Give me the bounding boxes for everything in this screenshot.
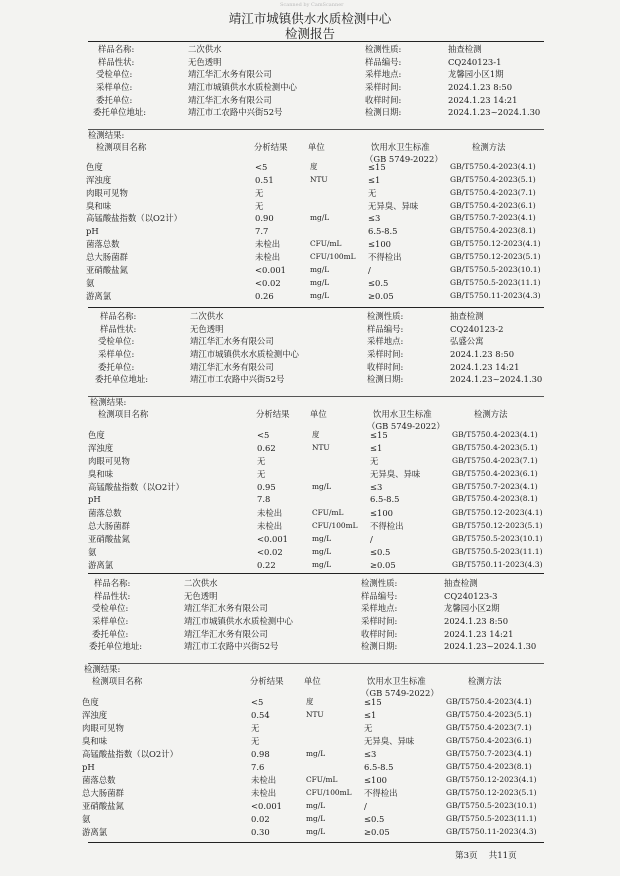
value-site: 龙馨园小区2期 <box>444 603 500 613</box>
unit-value: mg/L <box>306 749 326 758</box>
unit-value: CFU/mL <box>306 775 338 784</box>
method-value: GB/T5750.11-2023(4.3) <box>452 560 543 569</box>
item-name: 亚硝酸盐氮 <box>88 534 130 544</box>
bottom-rule <box>88 842 544 843</box>
value-sample-no: CQ240123-1 <box>448 56 502 67</box>
section-divider <box>88 573 544 574</box>
label-client: 受检单位: <box>98 336 135 346</box>
col-header-standard-code: （GB 5749-2022） <box>367 421 445 431</box>
method-value: GB/T5750.4-2023(6.1) <box>446 736 532 745</box>
label-entrust-addr: 委托单位地址: <box>89 641 143 651</box>
standard-value: ≤3 <box>364 749 377 759</box>
unit-value: CFU/mL <box>312 508 344 517</box>
standard-value: ≤3 <box>368 213 381 223</box>
result-value: 0.30 <box>251 827 270 837</box>
value-entrust-addr: 靖江市工农路中兴街52号 <box>188 107 283 117</box>
unit-value: mg/L <box>306 814 326 823</box>
unit-value: mg/L <box>310 278 330 287</box>
result-value: 未检出 <box>257 508 283 518</box>
method-value: GB/T5750.5-2023(11.1) <box>450 278 541 287</box>
result-value: <5 <box>257 430 270 440</box>
result-value: 无 <box>255 188 264 198</box>
results-label: 检测结果: <box>90 397 127 407</box>
item-name: 臭和味 <box>82 736 108 746</box>
col-header-standard: 饮用水卫生标准 <box>373 409 432 419</box>
result-value: 无 <box>257 469 266 479</box>
col-header-result: 分析结果 <box>256 409 290 419</box>
unit-value: NTU <box>312 443 330 452</box>
standard-value: ≤3 <box>370 482 383 492</box>
value-check-type: 抽查检测 <box>450 311 484 321</box>
unit-value: mg/L <box>306 827 326 836</box>
standard-value: 无 <box>370 456 379 466</box>
header-rule <box>88 396 544 397</box>
value-check-type: 抽查检测 <box>448 44 482 54</box>
method-value: GB/T5750.5-2023(11.1) <box>452 547 543 556</box>
standard-value: 不得检出 <box>368 252 402 262</box>
method-value: GB/T5750.4-2023(8.1) <box>452 494 538 503</box>
method-value: GB/T5750.11-2023(4.3) <box>446 827 537 836</box>
scanner-watermark: Scanned by CamScanner <box>280 2 344 8</box>
col-header-unit: 单位 <box>308 142 325 152</box>
label-sample-no: 样品编号: <box>365 56 402 67</box>
label-name: 样品名称: <box>100 311 137 321</box>
unit-value: 度 <box>310 162 318 171</box>
org-title: 靖江市城镇供水水质检测中心 <box>228 11 392 26</box>
unit-value: mg/L <box>310 291 330 300</box>
standard-value: ≤100 <box>370 508 394 518</box>
label-entrust: 委托单位: <box>96 95 133 105</box>
unit-value: mg/L <box>312 547 332 556</box>
label-check-type: 检测性质: <box>365 44 402 54</box>
standard-value: ≥0.05 <box>368 291 394 301</box>
result-value: 0.54 <box>251 710 270 720</box>
label-client: 受检单位: <box>92 603 129 613</box>
method-value: GB/T5750.7-2023(4.1) <box>452 482 538 491</box>
standard-value: ≤100 <box>368 239 392 249</box>
method-value: GB/T5750.4-2023(5.1) <box>446 710 532 719</box>
unit-value: CFU/100mL <box>312 521 358 530</box>
unit-value: 度 <box>306 697 314 706</box>
unit-value: CFU/100mL <box>310 252 356 261</box>
method-value: GB/T5750.4-2023(7.1) <box>452 456 538 465</box>
col-header-item: 检测项目名称 <box>96 142 147 152</box>
unit-value: 度 <box>312 430 320 439</box>
label-sampler: 采样单位: <box>92 616 129 626</box>
result-value: 0.22 <box>257 560 276 570</box>
method-value: GB/T5750.4-2023(7.1) <box>446 723 532 732</box>
result-value: 0.98 <box>251 749 270 759</box>
value-name: 二次供水 <box>184 578 218 588</box>
result-value: 0.51 <box>255 175 274 185</box>
label-receive-time: 收样时间: <box>367 362 404 372</box>
result-value: 7.6 <box>251 762 265 772</box>
unit-value: CFU/mL <box>310 239 342 248</box>
value-sample-time: 2024.1.23 8:50 <box>448 82 513 92</box>
result-value: <0.02 <box>257 547 283 557</box>
unit-value: CFU/100mL <box>306 788 352 797</box>
section-divider <box>88 307 544 308</box>
item-name: 菌落总数 <box>82 775 116 785</box>
col-header-standard: 饮用水卫生标准 <box>367 676 426 686</box>
item-name: pH <box>88 494 101 504</box>
results-label: 检测结果: <box>84 664 121 674</box>
value-name: 二次供水 <box>188 44 222 54</box>
item-name: 浑浊度 <box>88 443 114 453</box>
value-state: 无色透明 <box>184 590 218 601</box>
value-sample-no: CQ240123-2 <box>450 323 504 334</box>
result-value: <0.001 <box>251 801 282 811</box>
method-value: GB/T5750.5-2023(10.1) <box>450 265 541 274</box>
standard-value: ≤1 <box>364 710 377 720</box>
col-header-standard-code: （GB 5749-2022） <box>361 688 439 698</box>
label-site: 采样地点: <box>367 336 404 346</box>
label-entrust-addr: 委托单位地址: <box>95 374 149 384</box>
standard-value: ≤15 <box>368 162 386 172</box>
method-value: GB/T5750.12-2023(5.1) <box>452 521 543 530</box>
result-value: 未检出 <box>251 788 277 798</box>
method-value: GB/T5750.5-2023(10.1) <box>452 534 543 543</box>
result-value: 未检出 <box>257 521 283 531</box>
label-sample-time: 采样时间: <box>367 349 404 359</box>
item-name: 总大肠菌群 <box>88 521 130 531</box>
item-name: 臭和味 <box>86 201 112 211</box>
standard-value: 无异臭、异味 <box>368 201 419 211</box>
standard-value: 6.5-8.5 <box>370 494 400 504</box>
label-entrust: 委托单位: <box>92 629 129 639</box>
item-name: 高锰酸盐指数（以O2计） <box>86 213 182 223</box>
result-value: 未检出 <box>251 775 277 785</box>
method-value: GB/T5750.4-2023(4.1) <box>450 162 536 171</box>
label-test-date: 检测日期: <box>367 374 404 384</box>
result-value: 无 <box>255 201 264 211</box>
item-name: 氨 <box>86 278 95 288</box>
standard-value: 不得检出 <box>364 788 398 798</box>
value-state: 无色透明 <box>188 56 222 67</box>
value-sample-no: CQ240123-3 <box>444 590 498 601</box>
method-value: GB/T5750.4-2023(8.1) <box>446 762 532 771</box>
label-test-date: 检测日期: <box>365 107 402 117</box>
result-value: <0.001 <box>255 265 286 275</box>
result-value: <5 <box>255 162 268 172</box>
value-client: 靖江华汇水务有限公司 <box>190 336 274 346</box>
result-value: 无 <box>251 736 260 746</box>
value-receive-time: 2024.1.23 14:21 <box>444 629 514 639</box>
item-name: 色度 <box>88 430 105 440</box>
value-sampler: 靖江市城镇供水水质检测中心 <box>188 82 297 92</box>
standard-value: ≥0.05 <box>370 560 396 570</box>
item-name: 肉眼可见物 <box>86 188 128 198</box>
page-number: 第3页 <box>455 851 478 861</box>
standard-value: ≤0.5 <box>370 547 391 557</box>
item-name: 氨 <box>82 814 91 824</box>
result-value: 未检出 <box>255 252 281 262</box>
label-sampler: 采样单位: <box>98 349 135 359</box>
item-name: 臭和味 <box>88 469 114 479</box>
method-value: GB/T5750.12-2023(5.1) <box>450 252 541 261</box>
label-sample-time: 采样时间: <box>361 616 398 626</box>
standard-value: ≤0.5 <box>368 278 389 288</box>
value-sample-time: 2024.1.23 8:50 <box>444 616 509 626</box>
col-header-result: 分析结果 <box>250 676 284 686</box>
label-state: 样品性状: <box>98 56 135 67</box>
value-check-type: 抽查检测 <box>444 578 478 588</box>
standard-value: ≤0.5 <box>364 814 385 824</box>
result-value: 0.02 <box>251 814 270 824</box>
item-name: 高锰酸盐指数（以O2计） <box>88 482 184 492</box>
report-title: 检测报告 <box>284 26 335 41</box>
item-name: 总大肠菌群 <box>82 788 124 798</box>
col-header-unit: 单位 <box>310 409 327 419</box>
standard-value: ≥0.05 <box>364 827 390 837</box>
col-header-result: 分析结果 <box>254 142 288 152</box>
value-client: 靖江华汇水务有限公司 <box>184 603 268 613</box>
method-value: GB/T5750.4-2023(5.1) <box>452 443 538 452</box>
unit-value: NTU <box>306 710 324 719</box>
standard-value: 6.5-8.5 <box>368 226 398 236</box>
result-value: 0.62 <box>257 443 276 453</box>
result-value: 0.90 <box>255 213 274 223</box>
label-check-type: 检测性质: <box>361 578 398 588</box>
item-name: 氨 <box>88 547 97 557</box>
value-test-date: 2024.1.23~2024.1.30 <box>450 374 543 384</box>
item-name: 肉眼可见物 <box>88 456 130 466</box>
item-name: 色度 <box>86 162 103 172</box>
results-label: 检测结果: <box>88 130 125 140</box>
method-value: GB/T5750.4-2023(6.1) <box>452 469 538 478</box>
standard-value: ≤15 <box>370 430 388 440</box>
value-site: 弘盛公寓 <box>450 336 484 346</box>
item-name: 色度 <box>82 697 99 707</box>
label-sampler: 采样单位: <box>96 82 133 92</box>
page-total: 共11页 <box>488 851 517 861</box>
label-site: 采样地点: <box>361 603 398 613</box>
result-value: 无 <box>257 456 266 466</box>
unit-value: mg/L <box>306 801 326 810</box>
col-header-method: 检测方法 <box>474 409 508 419</box>
result-value: 0.26 <box>255 291 274 301</box>
method-value: GB/T5750.7-2023(4.1) <box>450 213 536 222</box>
unit-value: NTU <box>310 175 328 184</box>
value-sample-time: 2024.1.23 8:50 <box>450 349 515 359</box>
item-name: 游离氯 <box>88 560 114 570</box>
method-value: GB/T5750.11-2023(4.3) <box>450 291 541 300</box>
label-name: 样品名称: <box>98 44 135 54</box>
item-name: 总大肠菌群 <box>86 252 128 262</box>
col-header-standard-code: （GB 5749-2022） <box>365 154 443 164</box>
standard-value: ≤15 <box>364 697 382 707</box>
method-value: GB/T5750.12-2023(4.1) <box>450 239 541 248</box>
result-value: <0.001 <box>257 534 288 544</box>
standard-value: 不得检出 <box>370 521 404 531</box>
method-value: GB/T5750.7-2023(4.1) <box>446 749 532 758</box>
value-site: 龙馨园小区1期 <box>448 69 504 79</box>
item-name: 浑浊度 <box>82 710 108 720</box>
standard-value: / <box>368 265 371 275</box>
method-value: GB/T5750.4-2023(4.1) <box>452 430 538 439</box>
method-value: GB/T5750.12-2023(4.1) <box>452 508 543 517</box>
col-header-method: 检测方法 <box>468 676 502 686</box>
value-client: 靖江华汇水务有限公司 <box>188 69 272 79</box>
standard-value: 无异臭、异味 <box>370 469 421 479</box>
col-header-standard: 饮用水卫生标准 <box>371 142 430 152</box>
label-state: 样品性状: <box>94 590 131 601</box>
item-name: 肉眼可见物 <box>82 723 124 733</box>
item-name: 游离氯 <box>86 291 112 301</box>
value-entrust: 靖江华汇水务有限公司 <box>184 629 268 639</box>
header-rule <box>88 129 544 130</box>
value-entrust: 靖江华汇水务有限公司 <box>190 362 274 372</box>
unit-value: mg/L <box>312 560 332 569</box>
result-value: <5 <box>251 697 264 707</box>
item-name: 高锰酸盐指数（以O2计） <box>82 749 178 759</box>
col-header-item: 检测项目名称 <box>98 409 149 419</box>
standard-value: 6.5-8.5 <box>364 762 394 772</box>
method-value: GB/T5750.5-2023(11.1) <box>446 814 537 823</box>
value-receive-time: 2024.1.23 14:21 <box>448 95 518 105</box>
value-entrust-addr: 靖江市工农路中兴街52号 <box>184 641 279 651</box>
standard-value: ≤100 <box>364 775 388 785</box>
page-footer <box>455 849 517 861</box>
unit-value: mg/L <box>310 213 330 222</box>
value-entrust-addr: 靖江市工农路中兴街52号 <box>190 374 285 384</box>
label-entrust-addr: 委托单位地址: <box>93 107 147 117</box>
item-name: pH <box>86 226 99 236</box>
label-test-date: 检测日期: <box>361 641 398 651</box>
result-value: 7.7 <box>255 226 269 236</box>
value-test-date: 2024.1.23~2024.1.30 <box>444 641 537 651</box>
label-receive-time: 收样时间: <box>365 95 402 105</box>
standard-value: ≤1 <box>370 443 383 453</box>
value-name: 二次供水 <box>190 311 224 321</box>
item-name: 浑浊度 <box>86 175 112 185</box>
method-value: GB/T5750.4-2023(7.1) <box>450 188 536 197</box>
standard-value: ≤1 <box>368 175 381 185</box>
col-header-item: 检测项目名称 <box>92 676 143 686</box>
label-entrust: 委托单位: <box>98 362 135 372</box>
col-header-method: 检测方法 <box>472 142 506 152</box>
standard-value: 无异臭、异味 <box>364 736 415 746</box>
item-name: 菌落总数 <box>88 508 122 518</box>
label-sample-no: 样品编号: <box>361 590 398 601</box>
standard-value: 无 <box>364 723 373 733</box>
method-value: GB/T5750.4-2023(6.1) <box>450 201 536 210</box>
label-client: 受检单位: <box>96 69 133 79</box>
label-sample-time: 采样时间: <box>365 82 402 92</box>
item-name: 亚硝酸盐氮 <box>86 265 128 275</box>
section-divider <box>88 41 544 42</box>
item-name: pH <box>82 762 95 772</box>
result-value: 0.95 <box>257 482 276 492</box>
standard-value: / <box>370 534 373 544</box>
label-site: 采样地点: <box>365 69 402 79</box>
unit-value: mg/L <box>310 265 330 274</box>
result-value: <0.02 <box>255 278 281 288</box>
method-value: GB/T5750.12-2023(5.1) <box>446 788 537 797</box>
unit-value: mg/L <box>312 482 332 491</box>
item-name: 菌落总数 <box>86 239 120 249</box>
result-value: 未检出 <box>255 239 281 249</box>
standard-value: 无 <box>368 188 377 198</box>
value-entrust: 靖江华汇水务有限公司 <box>188 95 272 105</box>
value-sampler: 靖江市城镇供水水质检测中心 <box>190 349 299 359</box>
result-value: 无 <box>251 723 260 733</box>
label-receive-time: 收样时间: <box>361 629 398 639</box>
standard-value: / <box>364 801 367 811</box>
value-receive-time: 2024.1.23 14:21 <box>450 362 520 372</box>
header-rule <box>88 663 544 664</box>
col-header-unit: 单位 <box>304 676 321 686</box>
item-name: 亚硝酸盐氮 <box>82 801 124 811</box>
result-value: 7.8 <box>257 494 271 504</box>
item-name: 游离氯 <box>82 827 108 837</box>
method-value: GB/T5750.5-2023(10.1) <box>446 801 537 810</box>
label-check-type: 检测性质: <box>367 311 404 321</box>
label-sample-no: 样品编号: <box>367 323 404 334</box>
method-value: GB/T5750.4-2023(8.1) <box>450 226 536 235</box>
label-name: 样品名称: <box>94 578 131 588</box>
method-value: GB/T5750.4-2023(5.1) <box>450 175 536 184</box>
label-state: 样品性状: <box>100 323 137 334</box>
unit-value: mg/L <box>312 534 332 543</box>
value-sampler: 靖江市城镇供水水质检测中心 <box>184 616 293 626</box>
value-test-date: 2024.1.23~2024.1.30 <box>448 107 541 117</box>
value-state: 无色透明 <box>190 323 224 334</box>
method-value: GB/T5750.4-2023(4.1) <box>446 697 532 706</box>
method-value: GB/T5750.12-2023(4.1) <box>446 775 537 784</box>
